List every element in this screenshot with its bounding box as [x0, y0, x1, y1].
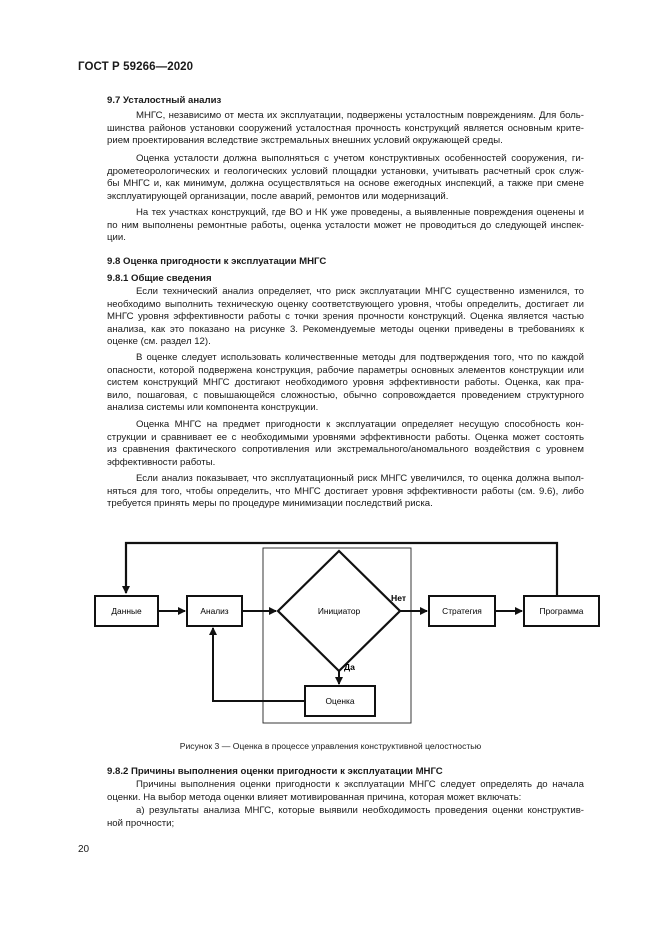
- assessment-to-analysis-connector: [213, 628, 305, 701]
- no-branch-label: Нет: [391, 593, 407, 603]
- page-number: 20: [78, 844, 90, 855]
- initiator-label: Инициатор: [317, 606, 361, 616]
- analysis-box-label: Анализ: [200, 606, 229, 616]
- section-9-8-2-paragraph-1: Причины выполнения оценки пригодности к эксплуатации МНГС следует определять до начала оценки. На выбор метода оценки влияет мотивированная причина, которая может включать:: [107, 779, 584, 803]
- section-9-8-1-heading: 9.8.1 Общие сведения: [107, 273, 212, 284]
- section-9-8-1-paragraph-3: Оценка МНГС на предмет пригодности к эксплуатации определяет несущую способность кон- струкции и сравнивает ее с необходимыми уровнями эффективности работы. Оценка может состоять из сравнения фактического сопротивления или экстремального/аномального воздействия с уровнем эффективности работы.: [107, 419, 584, 468]
- strategy-box-label: Стратегия: [442, 606, 482, 616]
- section-9-8-1-paragraph-4: Если анализ показывает, что эксплуатационный риск МНГС увеличился, то оценка должна выпол- няться для того, чтобы определить, что МНГС достигает уровня эффективности работы (см. 9.6), либо требуется принять меры по процедуре минимизации последствий риска.: [107, 473, 584, 510]
- section-9-7-paragraph-2: Оценка усталости должна выполняться с учетом конструктивных особенностей сооружения, ги- дрометеорологических и геологических условий площадки установки, учитывать расчетный срок служ- бы МНГС и, как минимум, должна осуществляться на основе ежегодных инспекций, а также при смене эксплуатирующей организации, после аварий, ремонтов или модернизаций.: [107, 153, 584, 202]
- section-9-8-2-heading: 9.8.2 Причины выполнения оценки пригодности к эксплуатации МНГС: [107, 766, 443, 777]
- figure-3-caption: Рисунок 3 — Оценка в процессе управления конструктивной целостностью: [179, 741, 482, 751]
- section-9-7-paragraph-3: На тех участках конструкций, где ВО и НК уже проведены, а выявленные повреждения оценены и по ним выполнены ремонтные работы, оценка усталости может не проводиться до следующей инспек- ции.: [107, 207, 584, 244]
- section-9-7-paragraph-1: МНГС, независимо от места их эксплуатации, подвержены усталостным повреждениям. Для боль- шинства районов установки сооружений усталостная прочность конструкций является основным крите- рием проектирования вследствие экстремальных внешних условий окружающей среды.: [107, 110, 584, 147]
- section-9-8-heading: 9.8 Оценка пригодности к эксплуатации МНГС: [107, 256, 327, 267]
- assessment-box-label: Оценка: [325, 696, 355, 706]
- yes-branch-label: Да: [344, 662, 355, 672]
- section-9-8-1-paragraph-2: В оценке следует использовать количественные методы для подтверждения того, что по каждой опасности, которой подвержена конструкция, рабочие параметры основных элементов конструкции или систем конструкций МНГС достигают необходимого уровня эффективности работы. Оценка, как пра- вило, пошаговая, с повышающейся сложностью, обычно сопровождается проведением структурного анализа системы или компонента конструкции.: [107, 352, 584, 414]
- standard-header: ГОСТ Р 59266—2020: [78, 61, 194, 73]
- data-box-label: Данные: [111, 606, 142, 616]
- section-9-8-2-item-a: а) результаты анализа МНГС, которые выявили необходимость проведения оценки конструктив- ной прочности;: [107, 805, 584, 829]
- section-9-7-heading: 9.7 Усталостный анализ: [107, 95, 222, 106]
- program-box-label: Программа: [539, 606, 584, 616]
- section-9-8-1-paragraph-1: Если технический анализ определяет, что риск эксплуатации МНГС существенно изменился, то необходимо выполнить техническую оценку соответствующего уровня, чтобы определить, достигает ли МНГС уровня эффективности работы с точки зрения прочности конструкций. Оценка является частью анализа, как это показано на рисунке 3. Рекомендуемые методы оценки приведены в требованиях к оценке (см. раздел 12).: [107, 286, 584, 348]
